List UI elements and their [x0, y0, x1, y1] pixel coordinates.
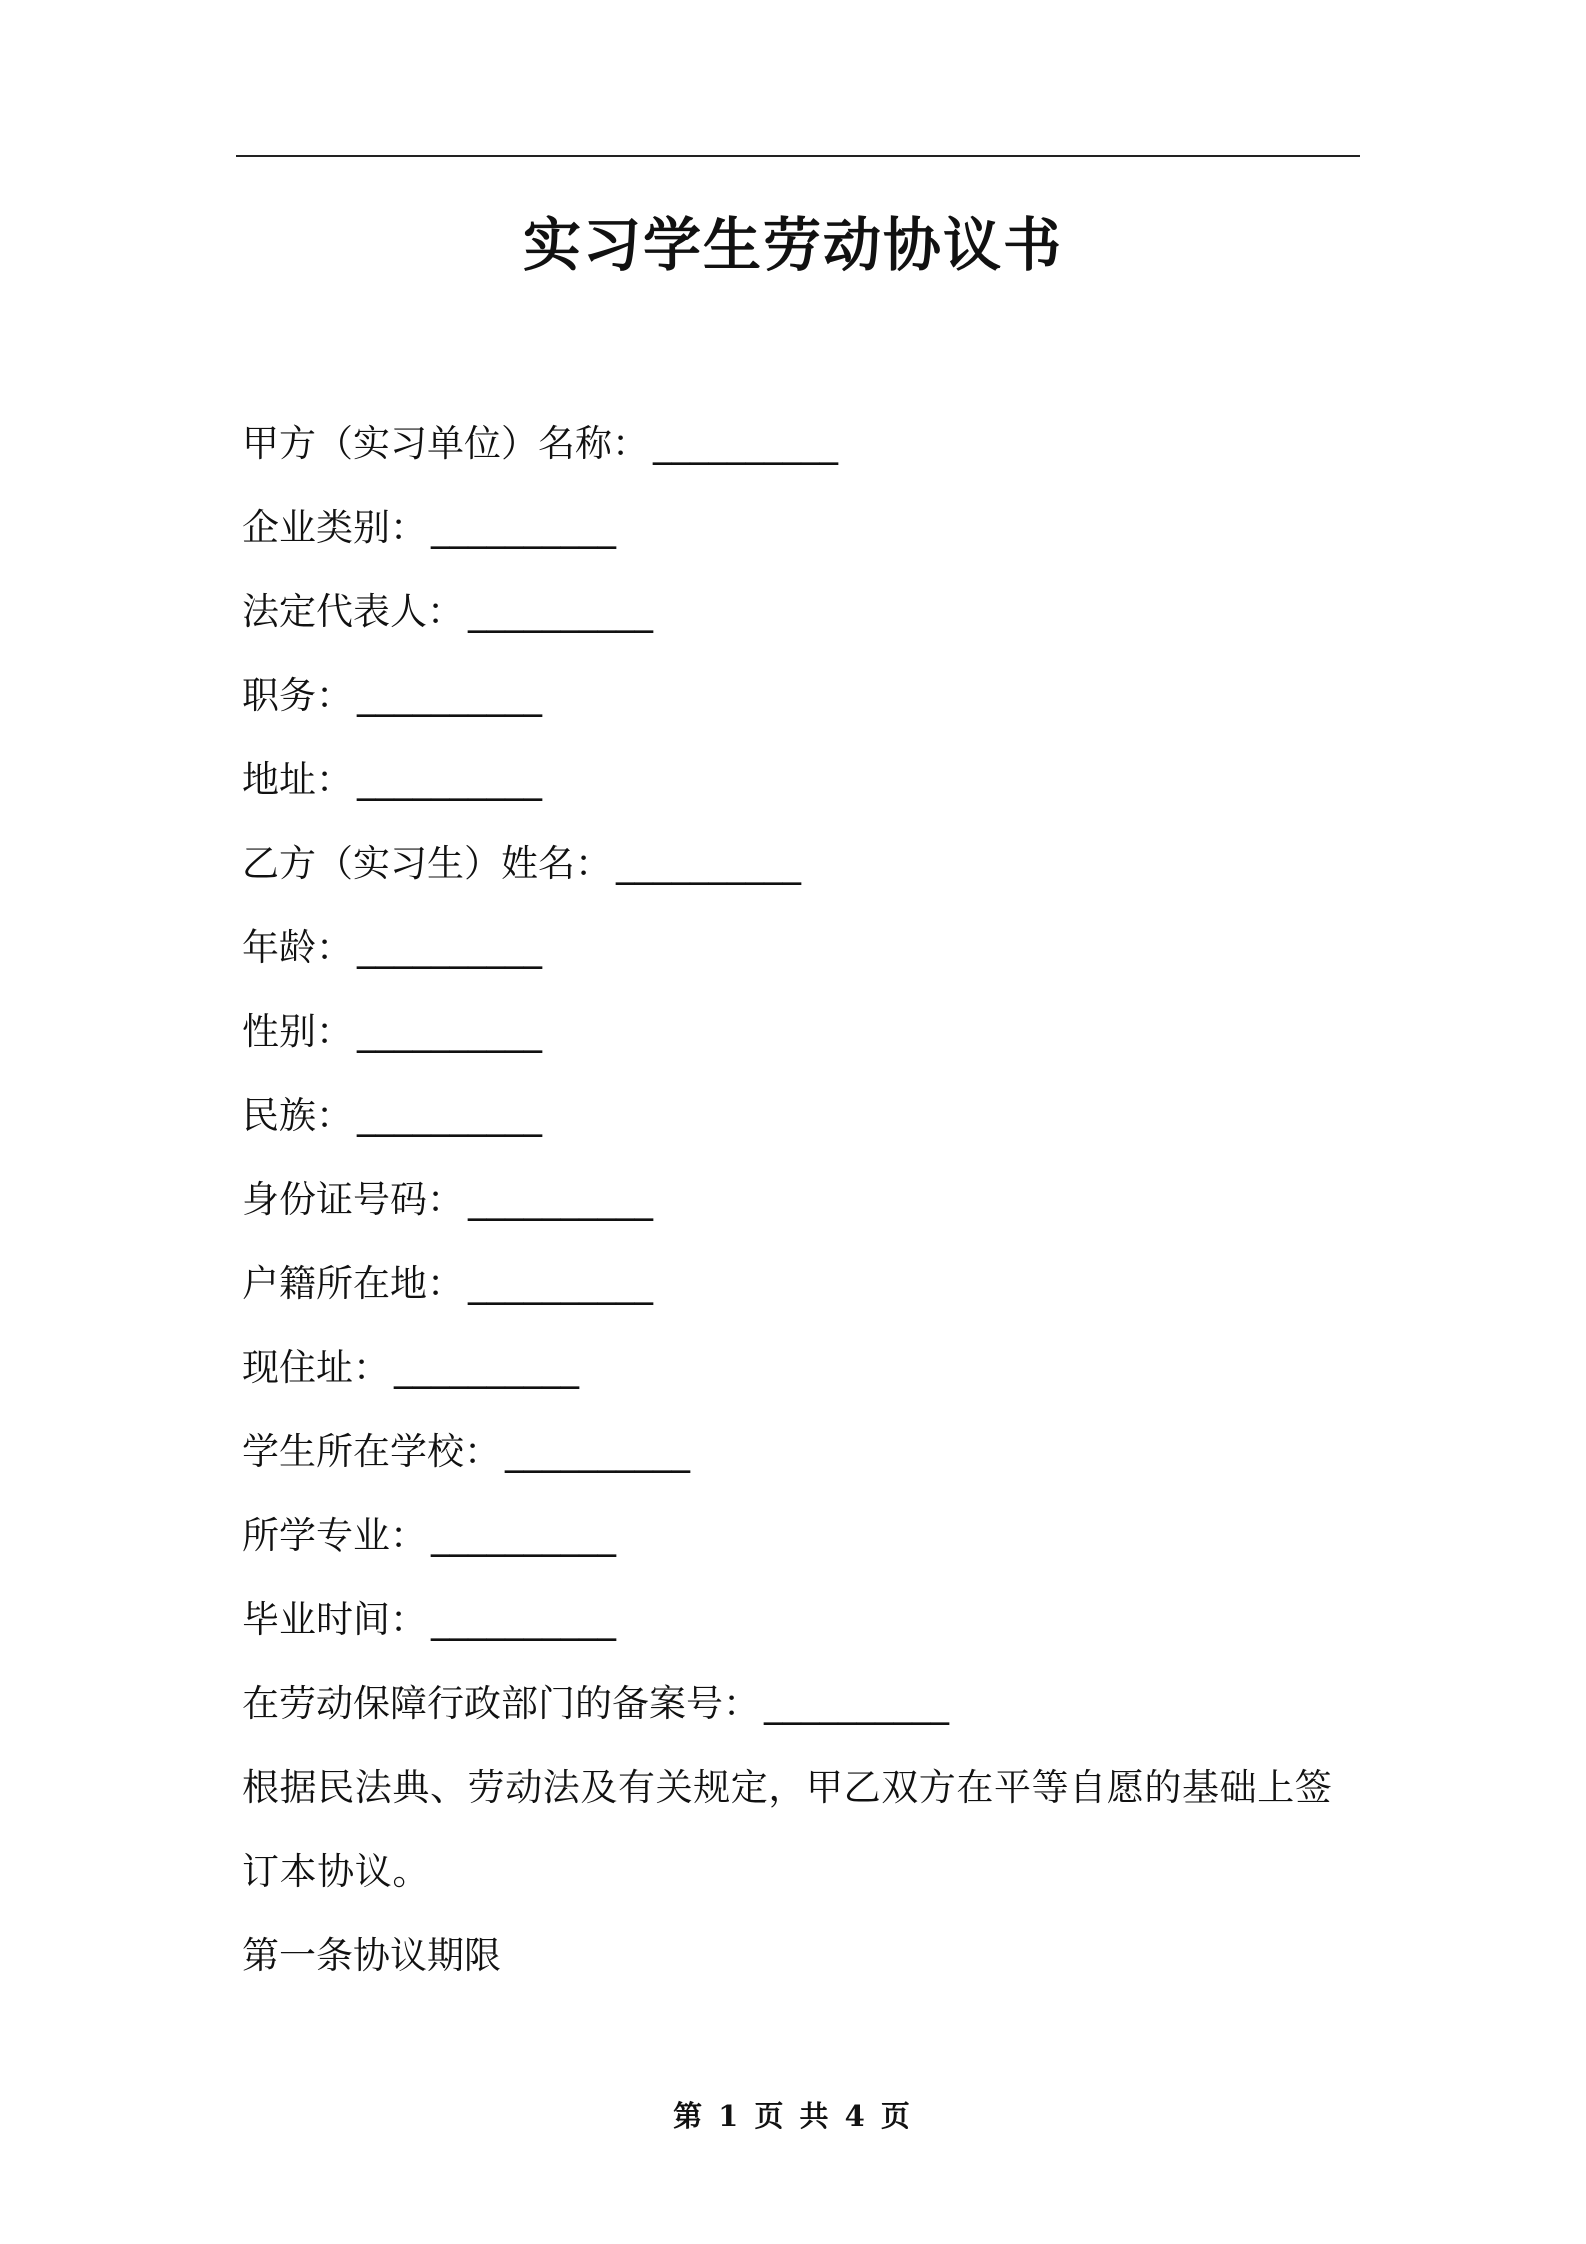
field-label: 职务： — [242, 674, 353, 717]
field-enterprise-type — [242, 486, 1362, 570]
field-label: 所学专业： — [242, 1514, 427, 1557]
field-blank: __________ — [357, 1010, 542, 1053]
field-position — [242, 654, 1362, 738]
field-label: 在劳动保障行政部门的备案号： — [242, 1682, 760, 1725]
field-gender — [242, 990, 1362, 1074]
field-label: 户籍所在地： — [242, 1262, 464, 1305]
field-blank: __________ — [653, 422, 838, 465]
field-label: 年龄： — [242, 926, 353, 969]
field-age — [242, 906, 1362, 990]
field-blank: __________ — [468, 1178, 653, 1221]
field-filing-number — [242, 1662, 1362, 1746]
field-blank: __________ — [357, 674, 542, 717]
field-label: 乙方（实习生）姓名： — [242, 842, 612, 885]
section-heading: 第一条协议期限 — [242, 1934, 501, 1977]
field-blank: __________ — [505, 1430, 690, 1473]
field-id-number — [242, 1158, 1362, 1242]
field-major — [242, 1494, 1362, 1578]
field-party-a-name — [242, 402, 1362, 486]
field-blank: __________ — [431, 506, 616, 549]
field-ethnicity — [242, 1074, 1362, 1158]
field-label: 法定代表人： — [242, 590, 464, 633]
field-blank: __________ — [468, 590, 653, 633]
intro-paragraph: 根据民法典、劳动法及有关规定，甲乙双方在平等自愿的基础上签订本协议。 — [242, 1766, 1333, 1893]
field-household-registration — [242, 1242, 1362, 1326]
field-blank: __________ — [394, 1346, 579, 1389]
field-blank: __________ — [357, 1094, 542, 1137]
field-current-address — [242, 1326, 1362, 1410]
field-blank: __________ — [616, 842, 801, 885]
page-indicator: 第 1 页 共 4 页 — [673, 2099, 913, 2133]
field-label: 企业类别： — [242, 506, 427, 549]
document-title: 实习学生劳动协议书 — [522, 211, 1063, 279]
field-blank: __________ — [431, 1514, 616, 1557]
field-blank: __________ — [357, 758, 542, 801]
field-label: 毕业时间： — [242, 1598, 427, 1641]
field-label: 甲方（实习单位）名称： — [242, 422, 649, 465]
field-label: 身份证号码： — [242, 1178, 464, 1221]
field-blank: __________ — [357, 926, 542, 969]
field-blank: __________ — [468, 1262, 653, 1305]
header-rule — [236, 155, 1360, 157]
field-legal-representative — [242, 570, 1362, 654]
field-blank: __________ — [431, 1598, 616, 1641]
field-blank: __________ — [764, 1682, 949, 1725]
field-address — [242, 738, 1362, 822]
field-party-b-name — [242, 822, 1362, 906]
field-label: 现住址： — [242, 1346, 390, 1389]
field-graduation-date — [242, 1578, 1362, 1662]
field-label: 民族： — [242, 1094, 353, 1137]
field-school — [242, 1410, 1362, 1494]
field-label: 学生所在学校： — [242, 1430, 501, 1473]
field-label: 地址： — [242, 758, 353, 801]
field-label: 性别： — [242, 1010, 353, 1053]
document-body — [242, 402, 1362, 1998]
